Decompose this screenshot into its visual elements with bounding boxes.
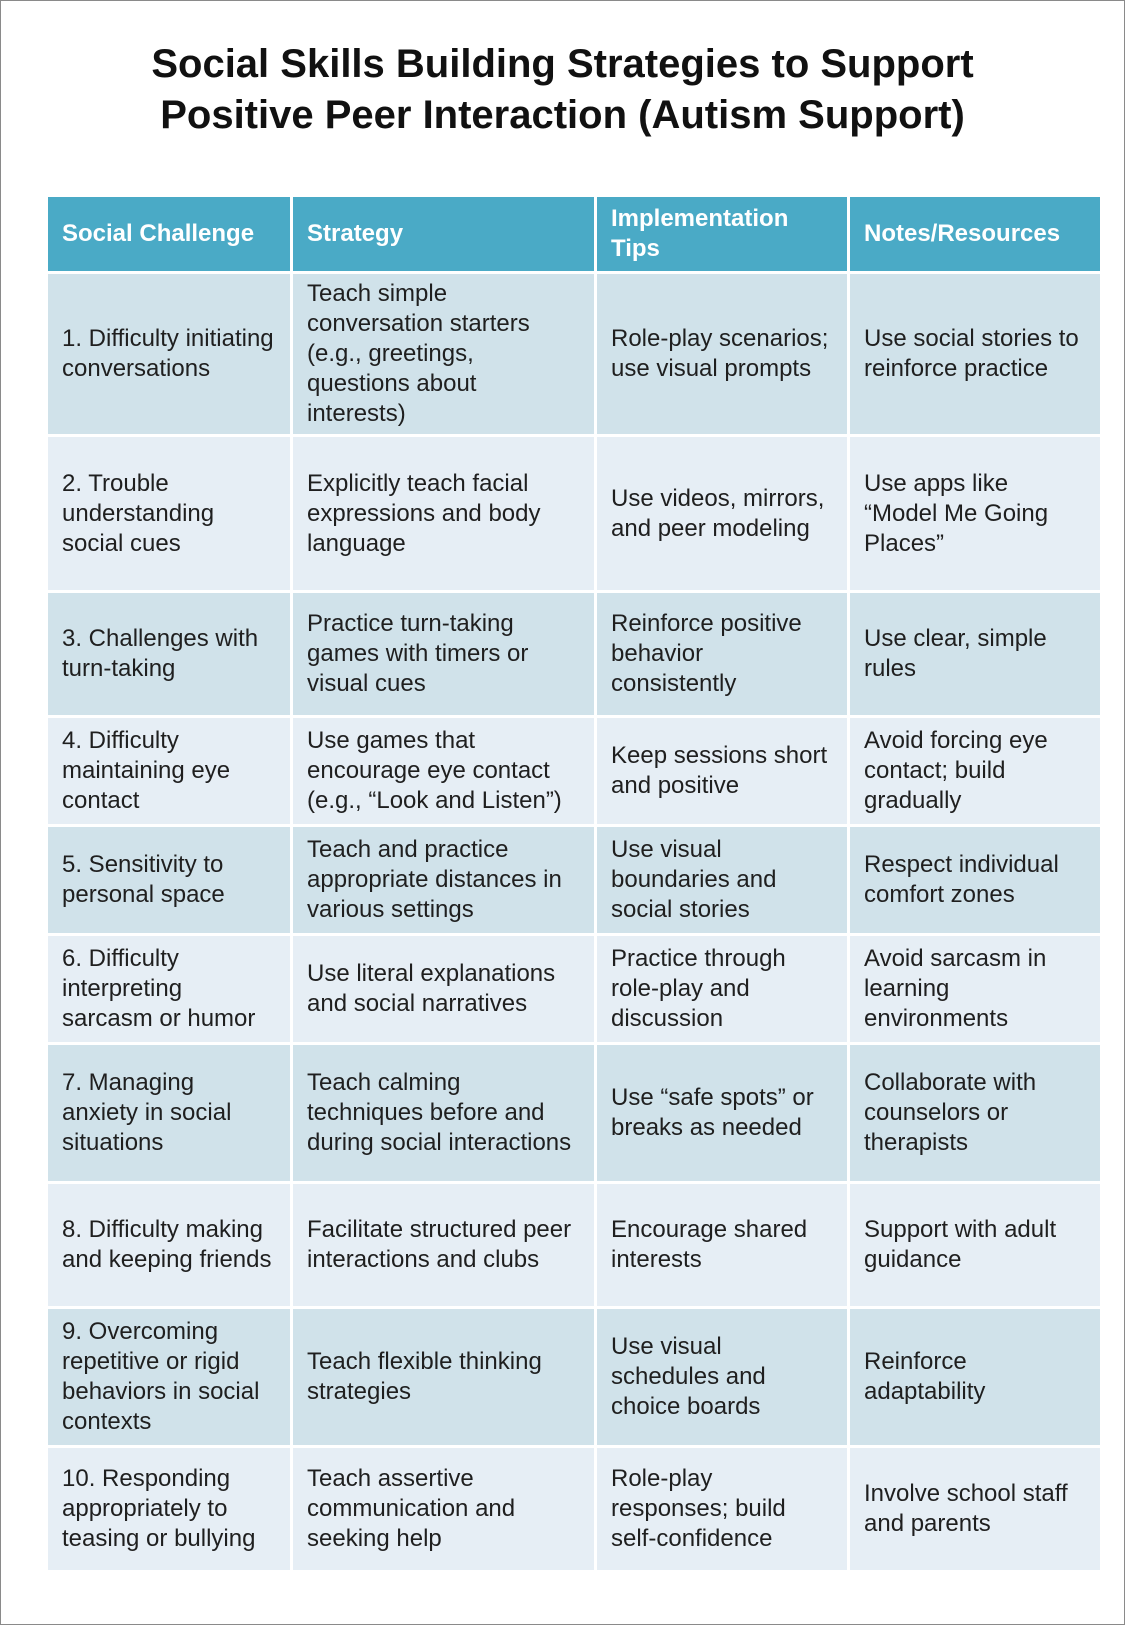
header-strategy: Strategy [293,197,594,271]
table-row [48,437,1100,590]
cell-notes-resources: Use apps like “Model Me Going Places” [850,437,1100,590]
cell-social-challenge: 6. Difficulty interpreting sarcasm or humor [48,936,290,1042]
cell-social-challenge: 5. Sensitivity to personal space [48,827,290,933]
cell-notes-resources: Reinforce adaptability [850,1309,1100,1445]
cell-strategy: Teach simple conversation starters (e.g., greetings, questions about interests) [293,274,594,434]
cell-notes-resources: Avoid sarcasm in learning environments [850,936,1100,1042]
cell-notes-resources: Involve school staff and parents [850,1448,1100,1570]
cell-social-challenge: 7. Managing anxiety in social situations [48,1045,290,1181]
header-notes-resources: Notes/Resources [850,197,1100,271]
cell-notes-resources: Avoid forcing eye contact; build gradually [850,718,1100,824]
cell-implementation-tips: Keep sessions short and positive [597,718,847,824]
strategies-table [45,194,1103,1573]
cell-strategy: Use literal explanations and social narratives [293,936,594,1042]
page-title-line-1: Social Skills Building Strategies to Support [151,42,974,86]
cell-implementation-tips: Use “safe spots” or breaks as needed [597,1045,847,1181]
cell-strategy: Teach assertive communication and seeking help [293,1448,594,1570]
table-row [48,274,1100,434]
cell-notes-resources: Respect individual comfort zones [850,827,1100,933]
header-implementation-tips: Implementation Tips [597,197,847,271]
cell-strategy: Teach flexible thinking strategies [293,1309,594,1445]
page-title [1,39,1124,141]
cell-social-challenge: 2. Trouble understanding social cues [48,437,290,590]
cell-implementation-tips: Reinforce positive behavior consistently [597,593,847,715]
cell-notes-resources: Use clear, simple rules [850,593,1100,715]
cell-implementation-tips: Use visual boundaries and social stories [597,827,847,933]
table-row [48,718,1100,824]
cell-implementation-tips: Encourage shared interests [597,1184,847,1306]
table-row [48,1045,1100,1181]
cell-strategy: Teach calming techniques before and during social interactions [293,1045,594,1181]
table-row [48,827,1100,933]
table-row [48,1184,1100,1306]
cell-implementation-tips: Practice through role-play and discussion [597,936,847,1042]
cell-strategy: Explicitly teach facial expressions and body language [293,437,594,590]
cell-implementation-tips: Role-play responses; build self-confidence [597,1448,847,1570]
cell-strategy: Teach and practice appropriate distances in various settings [293,827,594,933]
header-social-challenge: Social Challenge [48,197,290,271]
table-row [48,1309,1100,1445]
cell-social-challenge: 8. Difficulty making and keeping friends [48,1184,290,1306]
cell-implementation-tips: Use videos, mirrors, and peer modeling [597,437,847,590]
cell-social-challenge: 9. Overcoming repetitive or rigid behaviors in social contexts [48,1309,290,1445]
table-row [48,1448,1100,1570]
cell-implementation-tips: Role-play scenarios; use visual prompts [597,274,847,434]
cell-strategy: Facilitate structured peer interactions and clubs [293,1184,594,1306]
cell-notes-resources: Support with adult guidance [850,1184,1100,1306]
cell-social-challenge: 1. Difficulty initiating conversations [48,274,290,434]
table-row [48,936,1100,1042]
cell-social-challenge: 3. Challenges with turn-taking [48,593,290,715]
cell-strategy: Practice turn-taking games with timers or visual cues [293,593,594,715]
table-row [48,593,1100,715]
cell-implementation-tips: Use visual schedules and choice boards [597,1309,847,1445]
table-header-row [48,197,1100,271]
cell-social-challenge: 4. Difficulty maintaining eye contact [48,718,290,824]
cell-social-challenge: 10. Responding appropriately to teasing or bullying [48,1448,290,1570]
cell-notes-resources: Use social stories to reinforce practice [850,274,1100,434]
page-title-line-2: Positive Peer Interaction (Autism Support) [160,93,965,137]
cell-strategy: Use games that encourage eye contact (e.g., “Look and Listen”) [293,718,594,824]
cell-notes-resources: Collaborate with counselors or therapists [850,1045,1100,1181]
